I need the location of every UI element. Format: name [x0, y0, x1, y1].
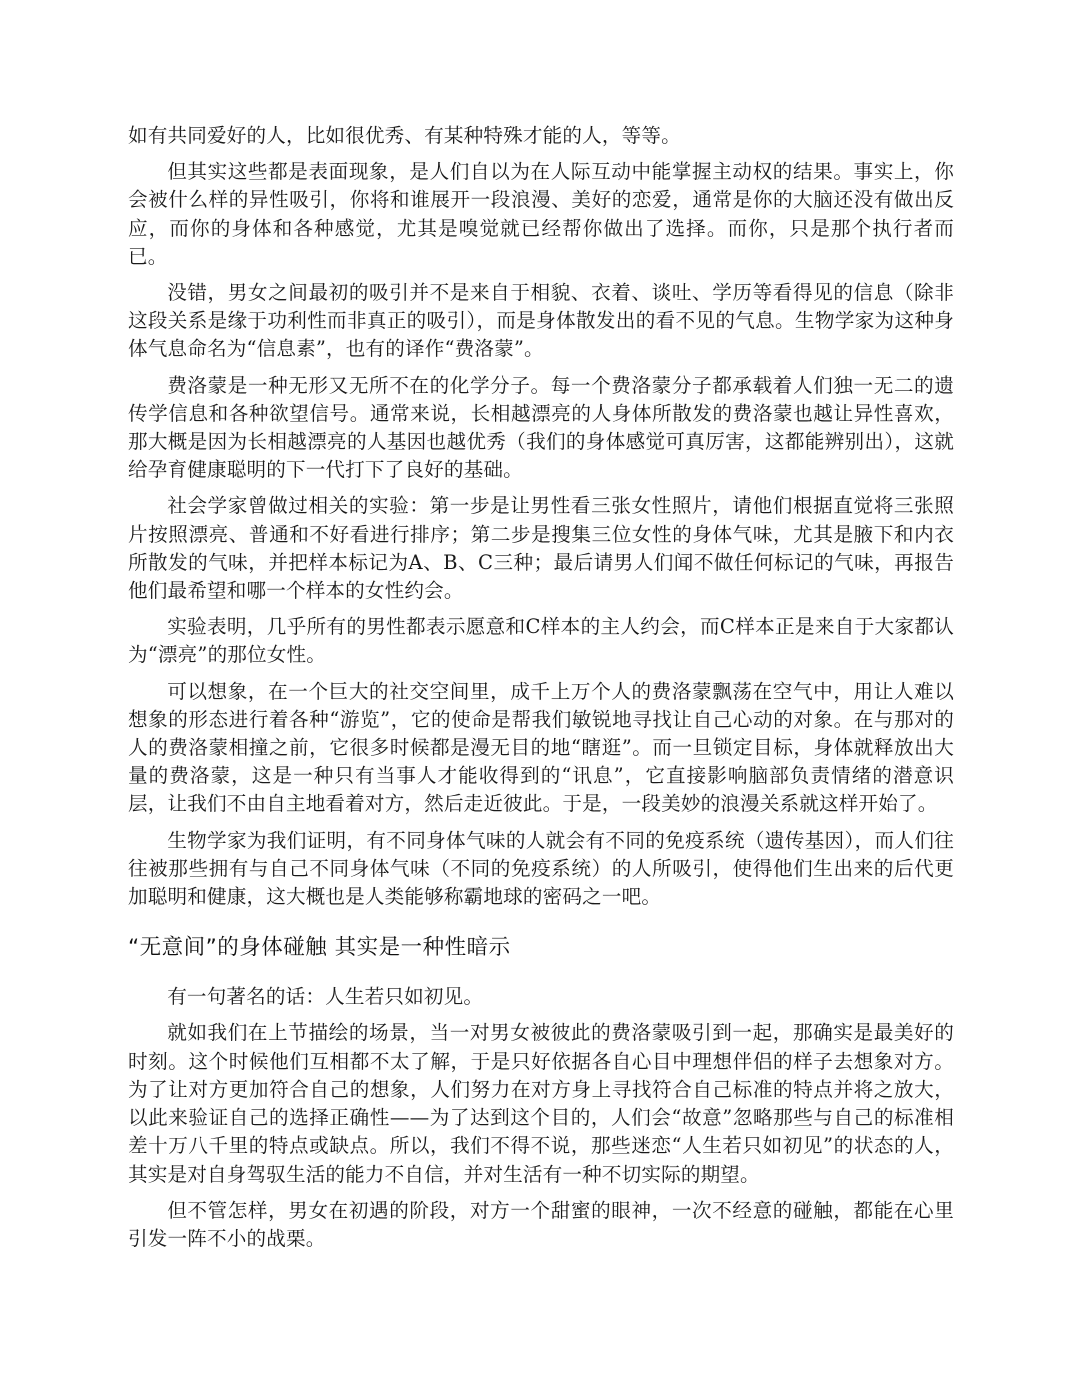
paragraph-continued: 如有共同爱好的人，比如很优秀、有某种特殊才能的人，等等。 [128, 124, 681, 147]
paragraph: 有一句著名的话：人生若只如初见。 [167, 985, 484, 1009]
paragraph: 社会学家曾做过相关的实验：第一步是让男性看三张女性照片，请他们根据直觉将三张照片按照漂亮、普通和不好看进行排序；第二步是搜集三位女性的身体气味，尤其是腋下和内衣所散发的气味，并把样本标记为A、B、C三种；最后请男人们闻不做任何标记的气味，再报告他们最希望和哪一个样本的女性约会。 [128, 494, 954, 603]
paragraph: 实验表明，几乎所有的男性都表示愿意和C样本的主人约会，而C样本正是来自于大家都认为“漂亮”的那位女性。 [128, 615, 954, 667]
section-heading: “无意间”的身体碰触 其实是一种性暗示 [128, 935, 511, 961]
paragraph: 就如我们在上节描绘的场景，当一对男女被彼此的费洛蒙吸引到一起，那确实是最美好的时刻。这个时候他们互相都不太了解，于是只好依据各自心目中理想伴侣的样子去想象对方。为了让对方更加符合自己的想象，人们努力在对方身上寻找符合自己标准的特点并将之放大，以此来验证自己的选择正确性——为了达到这个目的，人们会“故意”忽略那些与自己的标准相差十万八千里的特点或缺点。所以，我们不得不说，那些迷恋“人生若只如初见”的状态的人，其实是对自身驾驭生活的能力不自信，并对生活有一种不切实际的期望。 [128, 1021, 954, 1186]
paragraph: 生物学家为我们证明，有不同身体气味的人就会有不同的免疫系统（遗传基因），而人们往往被那些拥有与自己不同身体气味（不同的免疫系统）的人所吸引，使得他们生出来的后代更加聪明和健康，这大概也是人类能够称霸地球的密码之一吧。 [128, 828, 954, 909]
paragraph: 但不管怎样，男女在初遇的阶段，对方一个甜蜜的眼神，一次不经意的碰触，都能在心里引发一阵不小的战栗。 [128, 1198, 954, 1250]
paragraph: 没错，男女之间最初的吸引并不是来自于相貌、衣着、谈吐、学历等看得见的信息（除非这段关系是缘于功利性而非真正的吸引），而是身体散发出的看不见的气息。生物学家为这种身体气息命名为“信息素”，也有的译作“费洛蒙”。 [128, 281, 954, 361]
paragraph: 费洛蒙是一种无形又无所不在的化学分子。每一个费洛蒙分子都承载着人们独一无二的遗传学信息和各种欲望信号。通常来说，长相越漂亮的人身体所散发的费洛蒙也越让异性喜欢，那大概是因为长相越漂亮的人基因也越优秀（我们的身体感觉可真厉害，这都能辨别出），这就给孕育健康聪明的下一代打下了良好的基础。 [128, 373, 954, 482]
document-page [128, 122, 954, 1261]
paragraph: 可以想象，在一个巨大的社交空间里，成千上万个人的费洛蒙飘荡在空气中，用让人难以想象的形态进行着各种“游览”，它的使命是帮我们敏锐地寻找让自己心动的对象。在与那对的人的费洛蒙相撞之前，它很多时候都是漫无目的地“瞎逛”。而一旦锁定目标，身体就释放出大量的费洛蒙，这是一种只有当事人才能收得到的“讯息”，它直接影响脑部负责情绪的潜意识层，让我们不由自主地看着对方，然后走近彼此。于是，一段美妙的浪漫关系就这样开始了。 [128, 679, 954, 816]
paragraph: 但其实这些都是表面现象，是人们自以为在人际互动中能掌握主动权的结果。事实上，你会被什么样的异性吸引，你将和谁展开一段浪漫、美好的恋爱，通常是你的大脑还没有做出反应，而你的身体和各种感觉，尤其是嗅觉就已经帮你做出了选择。而你，只是那个执行者而已。 [128, 160, 954, 268]
